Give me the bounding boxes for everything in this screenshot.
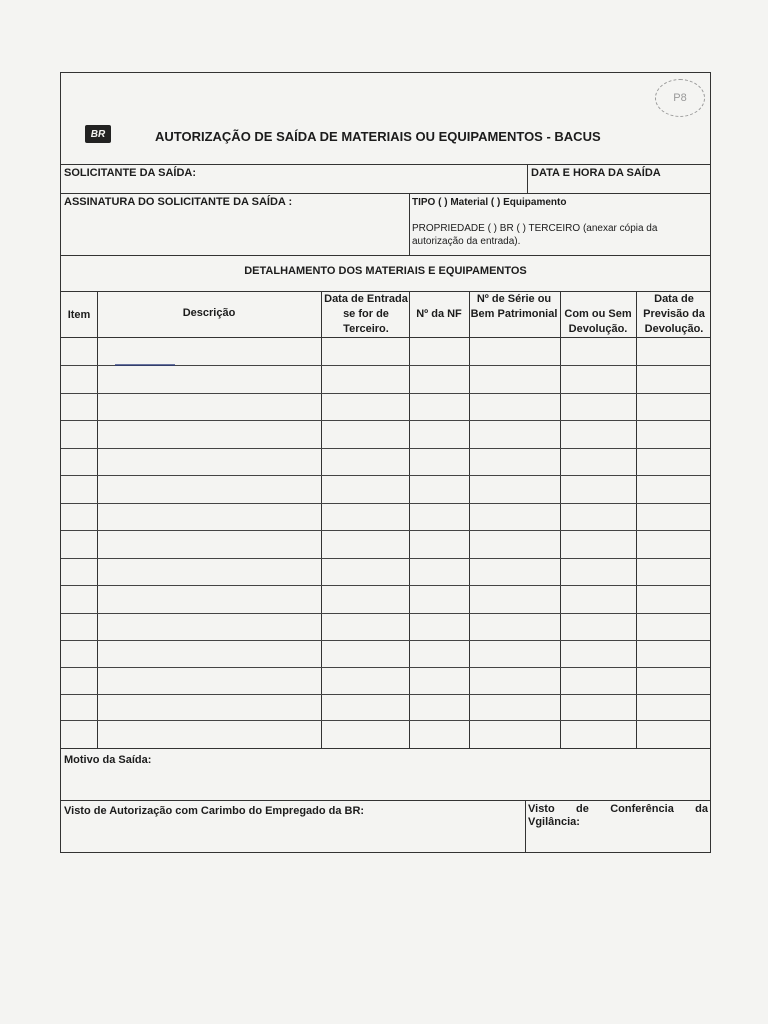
col-data-entrada: Data de Entrada se for de Terceiro. <box>324 293 408 335</box>
solicitante-label: SOLICITANTE DA SAÍDA: <box>64 167 196 179</box>
detalhamento-heading: DETALHAMENTO DOS MATERIAIS E EQUIPAMENTOS <box>244 265 527 277</box>
col-nf: Nº da NF <box>416 308 462 320</box>
tipo-label: TIPO ( ) Material ( ) Equipamento <box>412 197 567 208</box>
motivo-label: Motivo da Saída: <box>64 754 152 766</box>
col-previsao: Data de Previsão da Devolução. <box>643 293 705 335</box>
authorization-form <box>60 72 711 853</box>
col-item: Item <box>67 309 91 321</box>
form-title: AUTORIZAÇÃO DE SAÍDA DE MATERIAIS OU EQUIPAMENTOS - BACUS <box>155 129 601 144</box>
col-devolucao: Com ou Sem Devolução. <box>564 308 632 335</box>
handwritten-mark <box>115 364 175 366</box>
stamp-mark: P8 <box>655 79 705 117</box>
visto-conferencia-label: Visto de Conferência da Vgilância: <box>528 803 708 828</box>
col-descricao: Descrição <box>182 307 236 319</box>
data-hora-label: DATA E HORA DA SAÍDA <box>531 167 661 179</box>
visto-autorizacao-label: Visto de Autorização com Carimbo do Empregado da BR: <box>64 805 365 817</box>
br-logo: BR <box>85 125 111 143</box>
assinatura-label: ASSINATURA DO SOLICITANTE DA SAÍDA : <box>64 196 293 208</box>
col-serie: Nº de Série ou Bem Patrimonial <box>470 293 558 320</box>
propriedade-label: PROPRIEDADE ( ) BR ( ) TERCEIRO (anexar cópia da autorização da entrada). <box>412 223 658 247</box>
